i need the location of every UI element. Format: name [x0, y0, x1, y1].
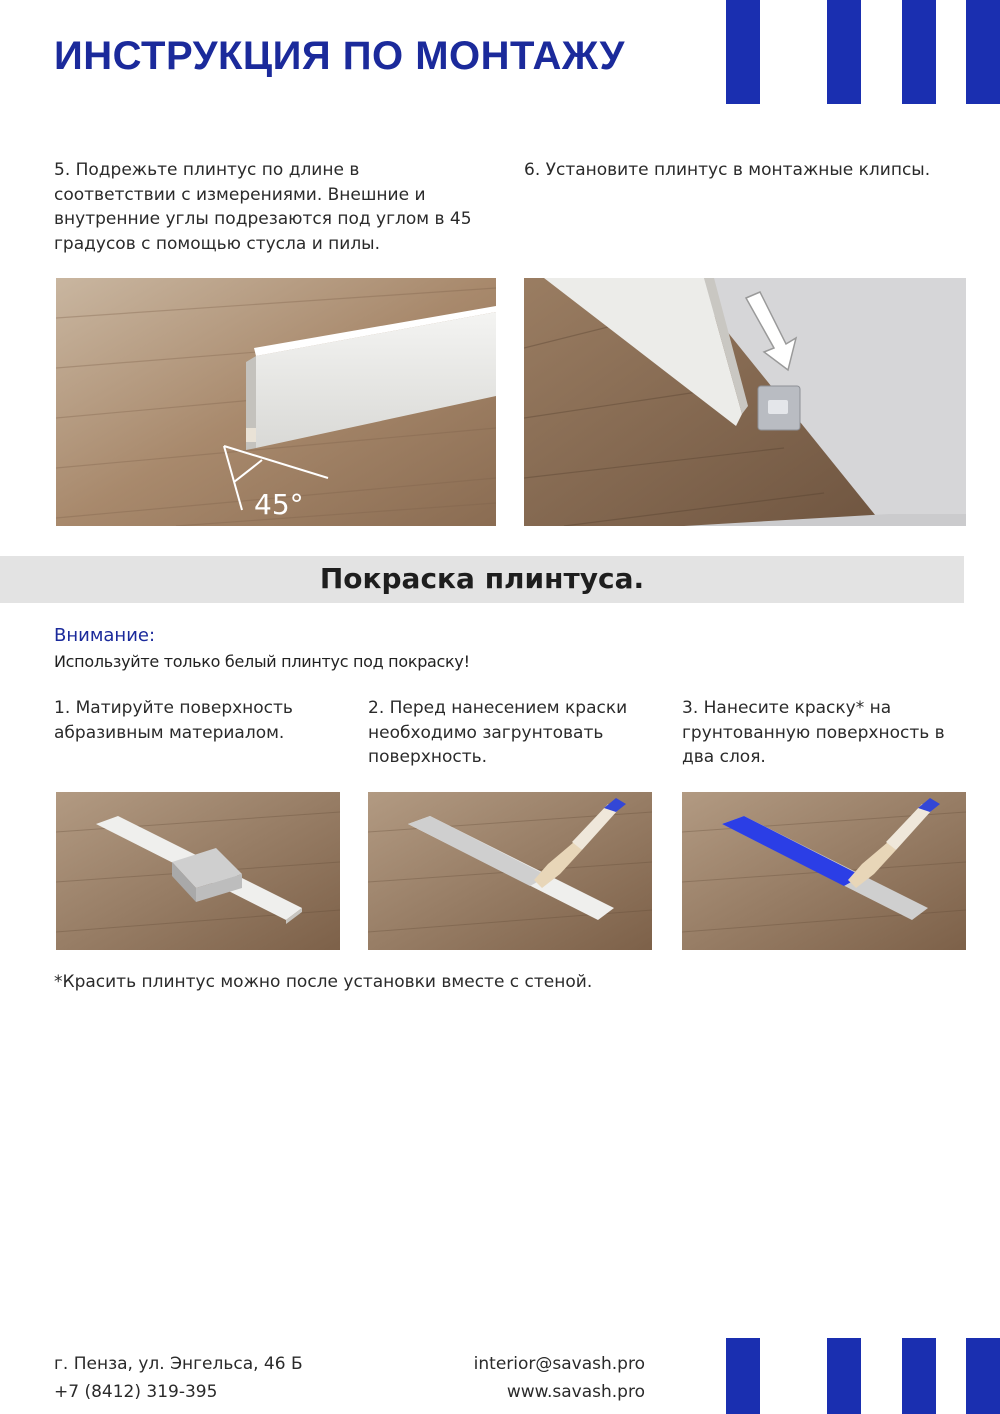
footer-website[interactable]: www.savash.pro [506, 1382, 645, 1402]
angle-label: 45° [254, 488, 304, 521]
footer-phone[interactable]: +7 (8412) 319-395 [54, 1382, 218, 1402]
paint-step-3-text: 3. Нанесите краску* на грунтованную поверхность в два слоя. [682, 698, 945, 767]
footer-address: г. Пенза, ул. Энгельса, 46 Б [54, 1354, 303, 1374]
bottom-stripe-2 [827, 1338, 861, 1414]
step-6-photo [524, 278, 966, 526]
paint-step-1-photo [56, 792, 340, 950]
page-title: ИНСТРУКЦИЯ ПО МОНТАЖУ [54, 34, 625, 78]
top-stripe-4 [966, 0, 1000, 104]
footer-email[interactable]: interior@savash.pro [473, 1354, 645, 1374]
paint-step-2-text: 2. Перед нанесением краски необходимо загрунтовать поверхность. [368, 698, 628, 767]
painting-footnote: *Красить плинтус можно после установки вместе с стеной. [54, 972, 593, 992]
install-step-6-text: 6. Установите плинтус в монтажные клипсы. [524, 160, 931, 180]
footer-contacts-block [400, 1350, 645, 1406]
bottom-stripe-4 [966, 1338, 1000, 1414]
attention-text: Используйте только белый плинтус под покраску! [54, 652, 470, 671]
install-step-5-text: 5. Подрежьте плинтус по длине в соответствии с измерениями. Внешние и внутренние углы подрезаются под углом в 45 градусов с помощью стусла и пилы. [54, 160, 472, 254]
section-title: Покраска плинтуса. [319, 562, 645, 595]
paint-step-2-photo [368, 792, 652, 950]
paint-step-1-text: 1. Матируйте поверхность абразивным материалом. [54, 698, 293, 743]
bottom-stripe-1 [726, 1338, 760, 1414]
top-stripe-2 [827, 0, 861, 104]
footer-address-block [54, 1350, 303, 1406]
top-stripe-1 [726, 0, 760, 104]
step-5-photo [56, 278, 496, 526]
top-stripe-3 [902, 0, 936, 104]
bottom-stripe-3 [902, 1338, 936, 1414]
attention-heading: Внимание: [54, 625, 156, 646]
paint-step-3-photo [682, 792, 966, 950]
